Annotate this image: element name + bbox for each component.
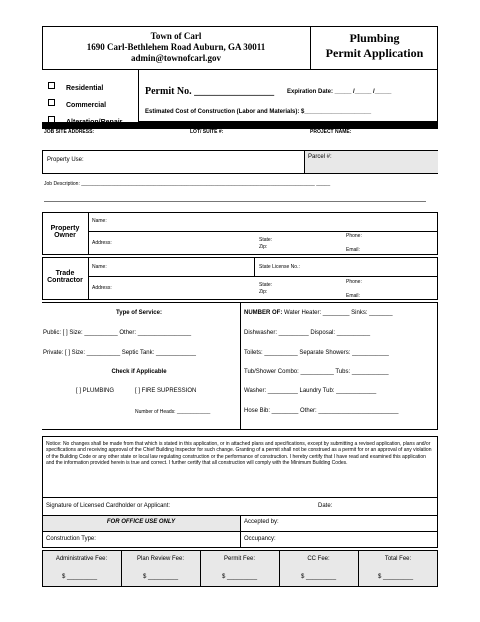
fee-total-label: Total Fee:	[384, 556, 412, 562]
fee-plan-review-label: Plan Review Fee:	[136, 556, 185, 562]
owner-label-divider	[88, 212, 89, 255]
fee-cc-label: CC Fee:	[307, 556, 330, 562]
fixtures-row5: Hose Bib: ________ Other: ________________________	[244, 408, 399, 414]
estimated-cost: Estimated Cost of Construction (Labor and Materials): $____________________	[145, 109, 372, 115]
contractor-row-divider	[88, 276, 438, 277]
owner-row-divider	[88, 231, 438, 232]
accepted-by-label: Accepted by:	[244, 519, 279, 525]
town-address: 1690 Carl-Bethlehem Road Auburn, GA 30011	[86, 42, 266, 52]
owner-state-label: State:	[259, 237, 273, 243]
owner-phone-label: Phone:	[346, 233, 362, 239]
fixtures-title	[244, 310, 393, 316]
fixtures-title-rest: Water Heater: ________ Sinks: _______	[282, 310, 393, 316]
contractor-phone-label: Phone:	[346, 279, 362, 285]
contractor-label-line1: Trade	[55, 270, 75, 277]
owner-label-line2: Owner	[54, 232, 76, 239]
contractor-name-label: Name:	[92, 264, 107, 270]
contractor-license-divider	[254, 257, 255, 276]
contractor-label	[42, 270, 88, 284]
job-description-line	[44, 201, 426, 202]
construction-type-label: Construction Type:	[46, 536, 96, 542]
owner-zip-label: Zip:	[259, 244, 268, 250]
number-of-heads: Number of Heads: ____________	[135, 409, 211, 415]
expiration-date: Expiration Date: _____ /_____ /_____	[287, 89, 392, 95]
fee-cc-value: $ _________	[301, 574, 337, 580]
town-name: Town of Carl	[150, 31, 202, 41]
fee-permit-value: $ _________	[222, 574, 258, 580]
office-use-title: FOR OFFICE USE ONLY	[106, 519, 176, 525]
type-commercial[interactable]: Commercial	[48, 94, 122, 111]
check-applicable-title: Check if Applicable	[111, 369, 167, 375]
plumbing-checkbox[interactable]: [ ] PLUMBING	[76, 388, 115, 394]
contractor-address-label: Address:	[92, 285, 112, 291]
parcel-label: Parcel #:	[308, 154, 332, 160]
fixtures-row3: Tub/Shower Combo: __________ Tubs: ___________	[244, 369, 389, 375]
contractor-zip-label: Zip:	[259, 289, 268, 295]
date-label: Date:	[318, 503, 333, 509]
notice-text: Notice: No changes shall be made from that which is stated in this application, or in attached plans and specifications, except by submitting a revised application, plans and/or specifications and receiving approval of the Chief Building Inspector for such change. Granting of a permit shall not be construed as a permit for or an approval of any violation of the Building Code or any other state or local law regulating construction or the performance of construction. I hereby certify that I have read and examined this application and the information provided herein is true and correct. I further certify that all construction will comply with the Minimum Building Codes.	[46, 441, 432, 467]
fixtures-row4: Washer: _________ Laundry Tub: ____________	[244, 388, 377, 394]
fee-permit-label: Permit Fee:	[223, 556, 255, 562]
owner-address-label: Address:	[92, 240, 112, 246]
type-residential[interactable]: Residential	[48, 77, 122, 94]
private-service: Private: [ ] Size: __________ Septic Tank: ____________	[43, 350, 197, 356]
fee-plan-review-value: $ _________	[143, 574, 179, 580]
form-title-line1: Plumbing	[349, 31, 400, 45]
owner-email-label: Email:	[346, 247, 360, 253]
contractor-label-line2: Contractor	[47, 277, 83, 284]
fixtures-row2: Toilets: __________ Separate Showers: ___________	[244, 350, 389, 356]
job-description: Job Description: ____________________________________________________________________________________ _____	[44, 181, 331, 187]
checkbox[interactable]	[48, 99, 55, 106]
office-divider	[240, 516, 241, 548]
fee-administrative-value: $ _________	[62, 574, 98, 580]
occupancy-label: Occupancy:	[244, 536, 276, 542]
town-email: admin@townofcarl.gov	[130, 53, 222, 63]
service-divider	[240, 302, 241, 430]
property-use-label: Property Use:	[47, 157, 84, 163]
public-service: Public: [ ] Size: __________ Other: ________________	[43, 330, 192, 336]
fixtures-title-bold: NUMBER OF:	[244, 310, 283, 316]
job-site-label: JOB SITE ADDRESS:	[44, 129, 95, 135]
contractor-state-label: State:	[259, 282, 273, 288]
fire-suppression-checkbox[interactable]: [ ] FIRE SUPRESSION	[135, 388, 197, 394]
owner-label	[42, 225, 88, 239]
fee-administrative-label: Administrative Fee:	[55, 556, 108, 562]
project-name-label: PROJECT NAME:	[310, 129, 352, 135]
contractor-license-label: State License No.:	[259, 264, 300, 270]
fixtures-row1: Dishwasher: _________ Disposal: __________	[244, 330, 371, 336]
type-list	[48, 77, 122, 128]
signature-label: Signature of Licensed Cardholder or Applicant:	[46, 503, 171, 509]
fee-total-value: $ _________	[378, 574, 414, 580]
owner-name-label: Name:	[92, 218, 107, 224]
permit-number: Permit No. ________________	[145, 86, 275, 97]
form-title-line2: Permit Application	[325, 46, 424, 60]
job-site-bar	[42, 122, 438, 129]
lot-suite-label: LOT/ SUITE #:	[190, 129, 224, 135]
contractor-email-label: Email:	[346, 293, 360, 299]
owner-label-line1: Property	[50, 225, 80, 232]
service-title: Type of Service:	[116, 310, 162, 316]
contractor-label-divider	[88, 257, 89, 300]
office-row-divider	[42, 531, 438, 532]
checkbox[interactable]	[48, 82, 55, 89]
